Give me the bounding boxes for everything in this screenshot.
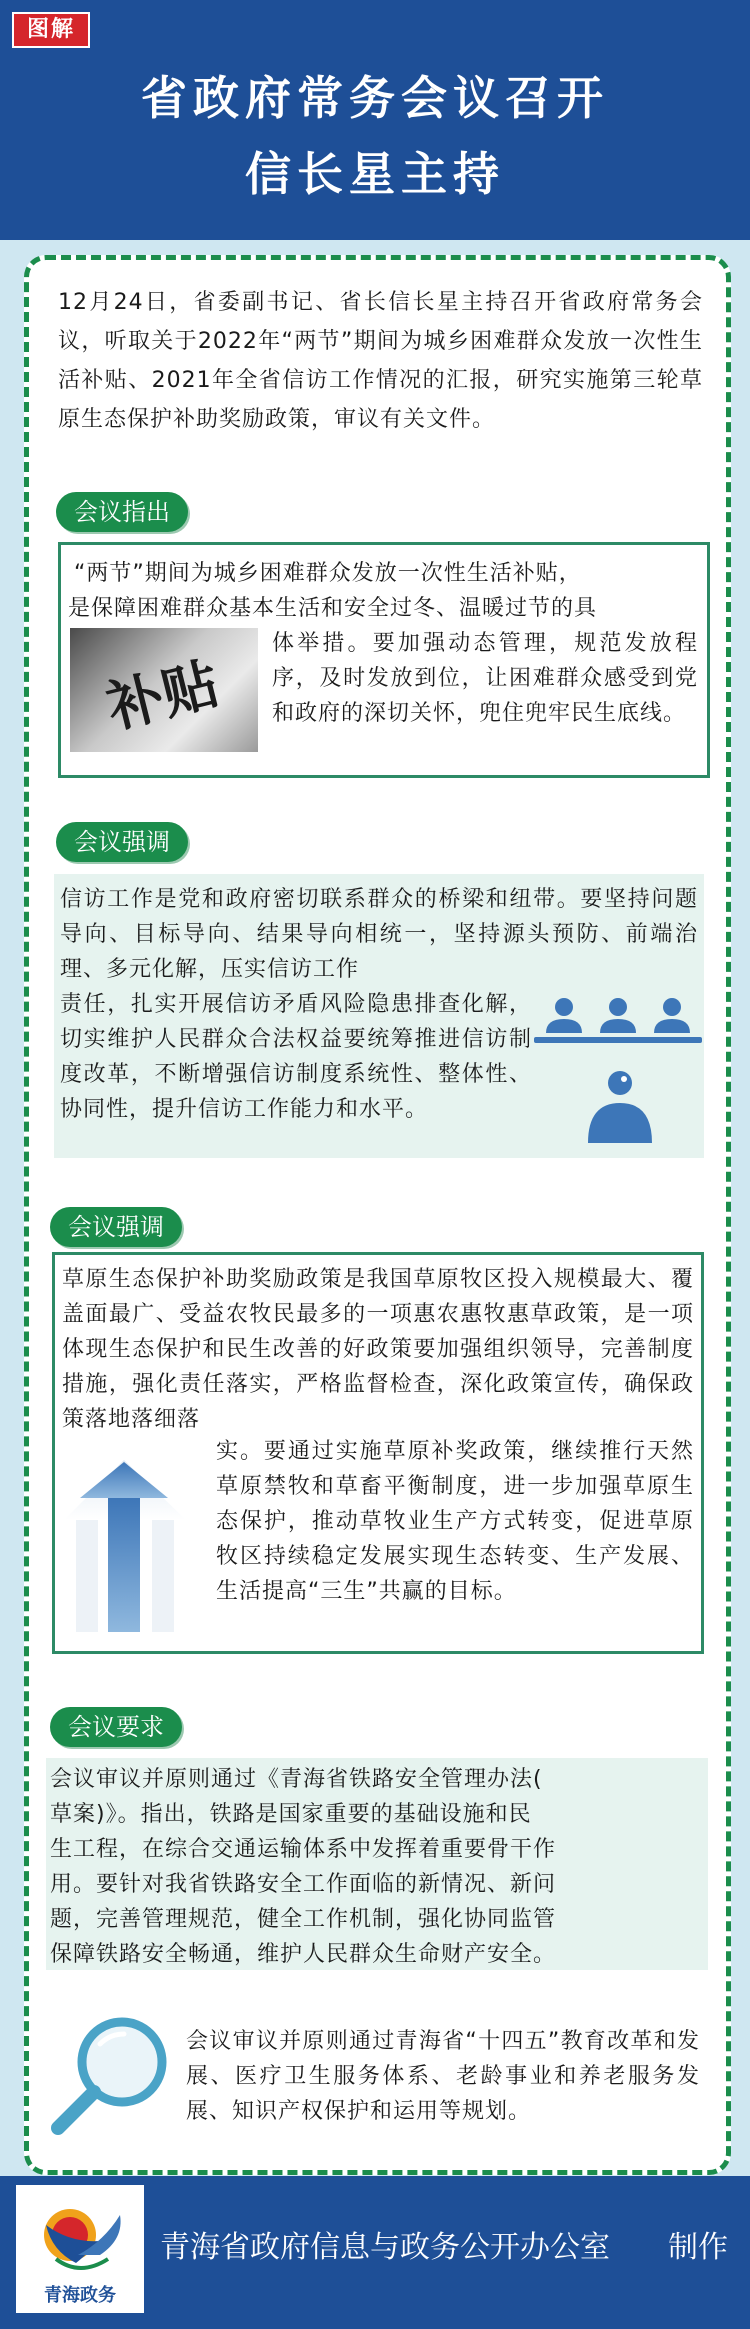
upward-arrow-icon — [60, 1458, 190, 1633]
qinghai-zhengwu-logo — [16, 2185, 144, 2313]
section3-top-text: 草原生态保护补助奖励政策是我国草原牧区投入规模最大、覆盖面最广、受益农牧民最多的一项惠农惠牧惠草政策，是一项体现生态保护和民生改善的好政策要加强组织领导，完善制度措施，强化责任落实，严格监督检查，深化政策宣传，确保政策落地落细落 — [62, 1267, 694, 1432]
section4-line3: 生工程，在综合交通运输体系中发挥着重要骨干作 — [50, 1837, 557, 1862]
footer-suffix: 制作 — [668, 2230, 728, 2265]
section2-side-text: 责任，扎实开展信访矛盾风险隐患排查化解，切实维护人民群众合法权益要统筹推进信访制度改革，不断增强信访制度系统性、整体性、协同性，提升信访工作能力和水平。 — [60, 992, 532, 1122]
page-title-line1: 省政府常务会议召开 — [141, 71, 609, 125]
section4-line1: 会议审议并原则通过《青海省铁路安全管理办法( — [50, 1767, 543, 1792]
intro-paragraph: 12月24日，省委副书记、省长信长星主持召开省政府常务会议，听取关于2022年“两节”期间为城乡困难群众发放一次性生活补贴、2021年全省信访工作情况的汇报，研究实施第三轮草原生态保护补助奖励政策，审议有关文件。 — [58, 290, 703, 432]
section4-line6: 保障铁路安全畅通，维护人民群众生命财产安全。 — [50, 1942, 557, 1967]
logo-text: 青海政务 — [44, 2285, 116, 2306]
section2-top-text: 信访工作是党和政府密切联系群众的桥梁和纽带。要坚持问题导向、目标导向、结果导向相统一，坚持源头预防、前端治理、多元化解，压实信访工作 — [60, 887, 698, 982]
section1-line2: 是保障困难群众基本生活和安全过冬、温暖过节的具 — [68, 596, 598, 621]
section4-line2: 草案)》。指出，铁路是国家重要的基础设施和民 — [50, 1802, 532, 1827]
page-title-line2: 信长星主持 — [245, 147, 505, 201]
footer-organization: 青海省政府信息与政务公开办公室 — [160, 2230, 610, 2265]
section4-side-text: 会议审议并原则通过青海省“十四五”教育改革和发展、医疗卫生服务体系、老龄事业和养老服务发展、知识产权保护和运用等规划。 — [186, 2029, 700, 2124]
section4-line5: 题，完善管理规范，健全工作机制，强化协同监管 — [50, 1907, 557, 1932]
section3-side-text: 实。要通过实施草原补奖政策，继续推行天然草原禁牧和草畜平衡制度，进一步加强草原生态保护，推动草牧业生产方式转变，促进草原牧区持续稳定发展实现生态转变、生产发展、生活提高“三生”共赢的目标。 — [216, 1439, 694, 1604]
section-heading-2: 会议强调 — [56, 822, 188, 862]
section-heading-4: 会议要求 — [50, 1707, 182, 1747]
section4-line4: 用。要针对我省铁路安全工作面临的新情况、新问 — [50, 1872, 557, 1897]
section1-side-text: 体举措。要加强动态管理，规范发放程序，及时发放到位，让困难群众感受到党和政府的深切关怀，兜住兜牢民生底线。 — [272, 631, 698, 726]
subsidy-photo — [70, 628, 258, 752]
section-heading-3: 会议强调 — [50, 1207, 182, 1247]
section-heading-1: 会议指出 — [56, 492, 188, 532]
people-icon — [532, 995, 704, 1145]
magnifier-icon — [50, 2010, 176, 2136]
tujie-badge: 图解 — [12, 12, 90, 48]
section1-line1: “两节”期间为城乡困难群众发放一次性生活补贴， — [74, 561, 582, 586]
subsidy-photo-text: 补贴 — [100, 650, 226, 742]
